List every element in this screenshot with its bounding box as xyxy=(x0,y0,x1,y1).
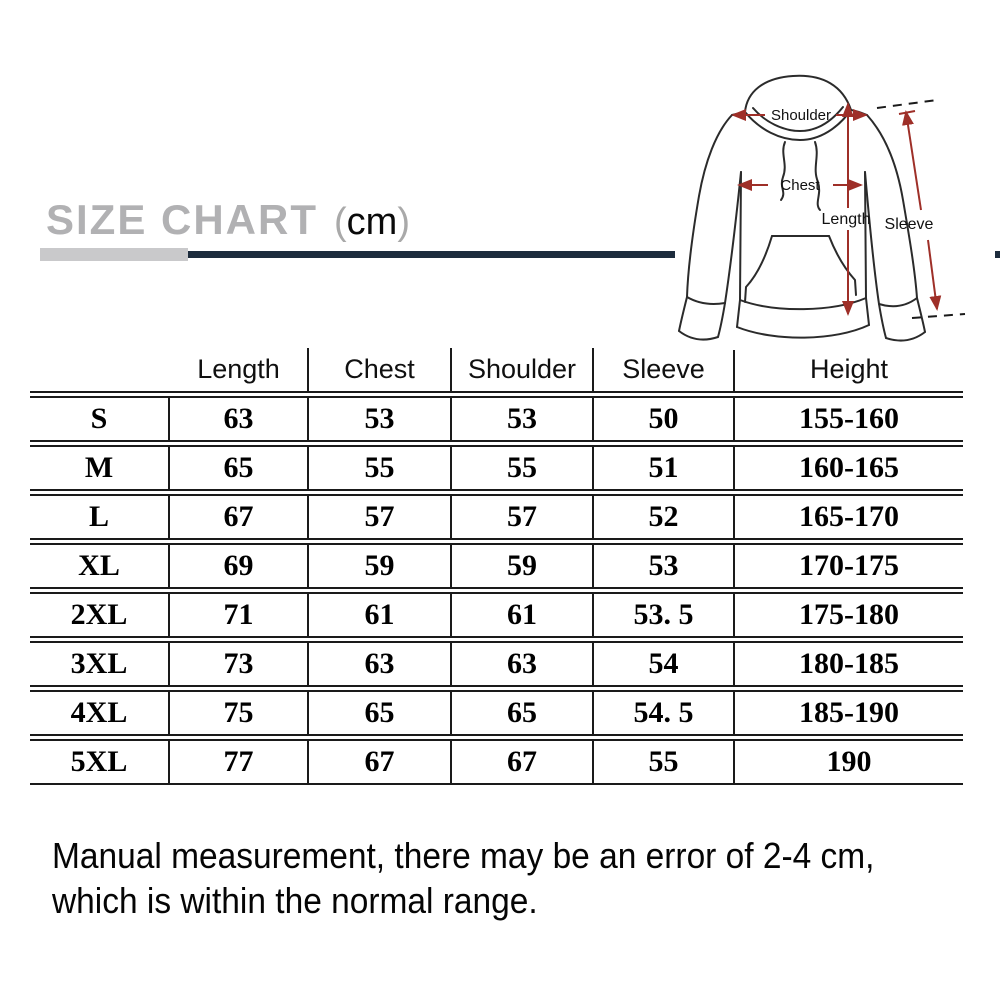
height-value: 175-180 xyxy=(733,594,963,636)
sleeve-value: 54. 5 xyxy=(592,692,733,734)
shoulder-value: 59 xyxy=(450,545,592,587)
length-value: 71 xyxy=(168,594,307,636)
header-shoulder: Shoulder xyxy=(450,348,592,391)
header-size xyxy=(30,348,168,391)
length-label: Length xyxy=(821,211,871,228)
chest-value: 65 xyxy=(307,692,450,734)
table-row-4xl xyxy=(30,690,963,736)
size-label: L xyxy=(88,500,109,533)
table-row-3xl xyxy=(30,641,963,687)
sleeve-value: 51 xyxy=(592,447,733,489)
table-row-xl xyxy=(30,543,963,589)
length-value: 63 xyxy=(168,398,307,440)
sleeve-value: 53. 5 xyxy=(592,594,733,636)
sleeve-label: Sleeve xyxy=(884,216,934,233)
divider-gray-segment xyxy=(40,248,188,261)
chest-value: 53 xyxy=(307,398,450,440)
length-value: 77 xyxy=(168,741,307,783)
length-value: 67 xyxy=(168,496,307,538)
size-label: 3XL xyxy=(70,647,128,680)
title-unit xyxy=(334,201,410,244)
note-line-1: Manual measurement, there may be an error of 2-4 cm, xyxy=(52,835,875,876)
chest-value: 61 xyxy=(307,594,450,636)
sleeve-value: 54 xyxy=(592,643,733,685)
page-title xyxy=(46,196,410,244)
shoulder-value: 67 xyxy=(450,741,592,783)
height-value: 155-160 xyxy=(733,398,963,440)
length-value: 73 xyxy=(168,643,307,685)
note-line-2: which is within the normal range. xyxy=(52,880,538,922)
sleeve-value: 55 xyxy=(592,741,733,783)
size-label: M xyxy=(84,451,114,484)
shoulder-value: 63 xyxy=(450,643,592,685)
chest-value: 55 xyxy=(307,447,450,489)
table-row-s xyxy=(30,396,963,442)
body-right-edge xyxy=(865,172,866,298)
header-height: Height xyxy=(733,348,963,391)
size-label: 2XL xyxy=(70,598,128,631)
sleeve-value: 52 xyxy=(592,496,733,538)
chest-value: 57 xyxy=(307,496,450,538)
measurement-note xyxy=(52,833,874,924)
length-value: 65 xyxy=(168,447,307,489)
sleeve-value: 50 xyxy=(592,398,733,440)
sleeve-value: 53 xyxy=(592,545,733,587)
size-table xyxy=(30,348,963,785)
height-value: 180-185 xyxy=(733,643,963,685)
shoulder-value: 61 xyxy=(450,594,592,636)
shoulder-label: Shoulder xyxy=(770,107,832,124)
height-value: 185-190 xyxy=(733,692,963,734)
table-row-5xl xyxy=(30,739,963,785)
body-left-edge xyxy=(740,172,741,300)
height-value: 160-165 xyxy=(733,447,963,489)
size-label: 5XL xyxy=(70,745,128,778)
hoodie-svg xyxy=(675,50,995,350)
shoulder-value: 53 xyxy=(450,398,592,440)
paren-close: ) xyxy=(397,201,410,243)
header-length: Length xyxy=(197,354,280,384)
chest-value: 63 xyxy=(307,643,450,685)
chest-label: Chest xyxy=(780,177,820,194)
shoulder-value: 55 xyxy=(450,447,592,489)
length-value: 75 xyxy=(168,692,307,734)
table-row-2xl xyxy=(30,592,963,638)
height-value: 190 xyxy=(733,741,963,783)
height-value: 165-170 xyxy=(733,496,963,538)
diagram-background xyxy=(675,50,995,350)
shoulder-value: 57 xyxy=(450,496,592,538)
height-value: 170-175 xyxy=(733,545,963,587)
table-header-row xyxy=(30,348,963,393)
chest-value: 59 xyxy=(307,545,450,587)
table-row-m xyxy=(30,445,963,491)
hoodie-diagram xyxy=(675,50,995,350)
header-sleeve: Sleeve xyxy=(592,348,733,391)
size-label: 4XL xyxy=(70,696,128,729)
paren-open: ( xyxy=(334,201,347,243)
size-label: S xyxy=(90,402,108,435)
table-row-l xyxy=(30,494,963,540)
unit-text: cm xyxy=(346,201,398,243)
chest-value: 67 xyxy=(307,741,450,783)
length-value: 69 xyxy=(168,545,307,587)
size-label: XL xyxy=(78,549,120,582)
shoulder-value: 65 xyxy=(450,692,592,734)
header-chest: Chest xyxy=(307,348,450,391)
title-text: SIZE CHART xyxy=(46,196,318,243)
